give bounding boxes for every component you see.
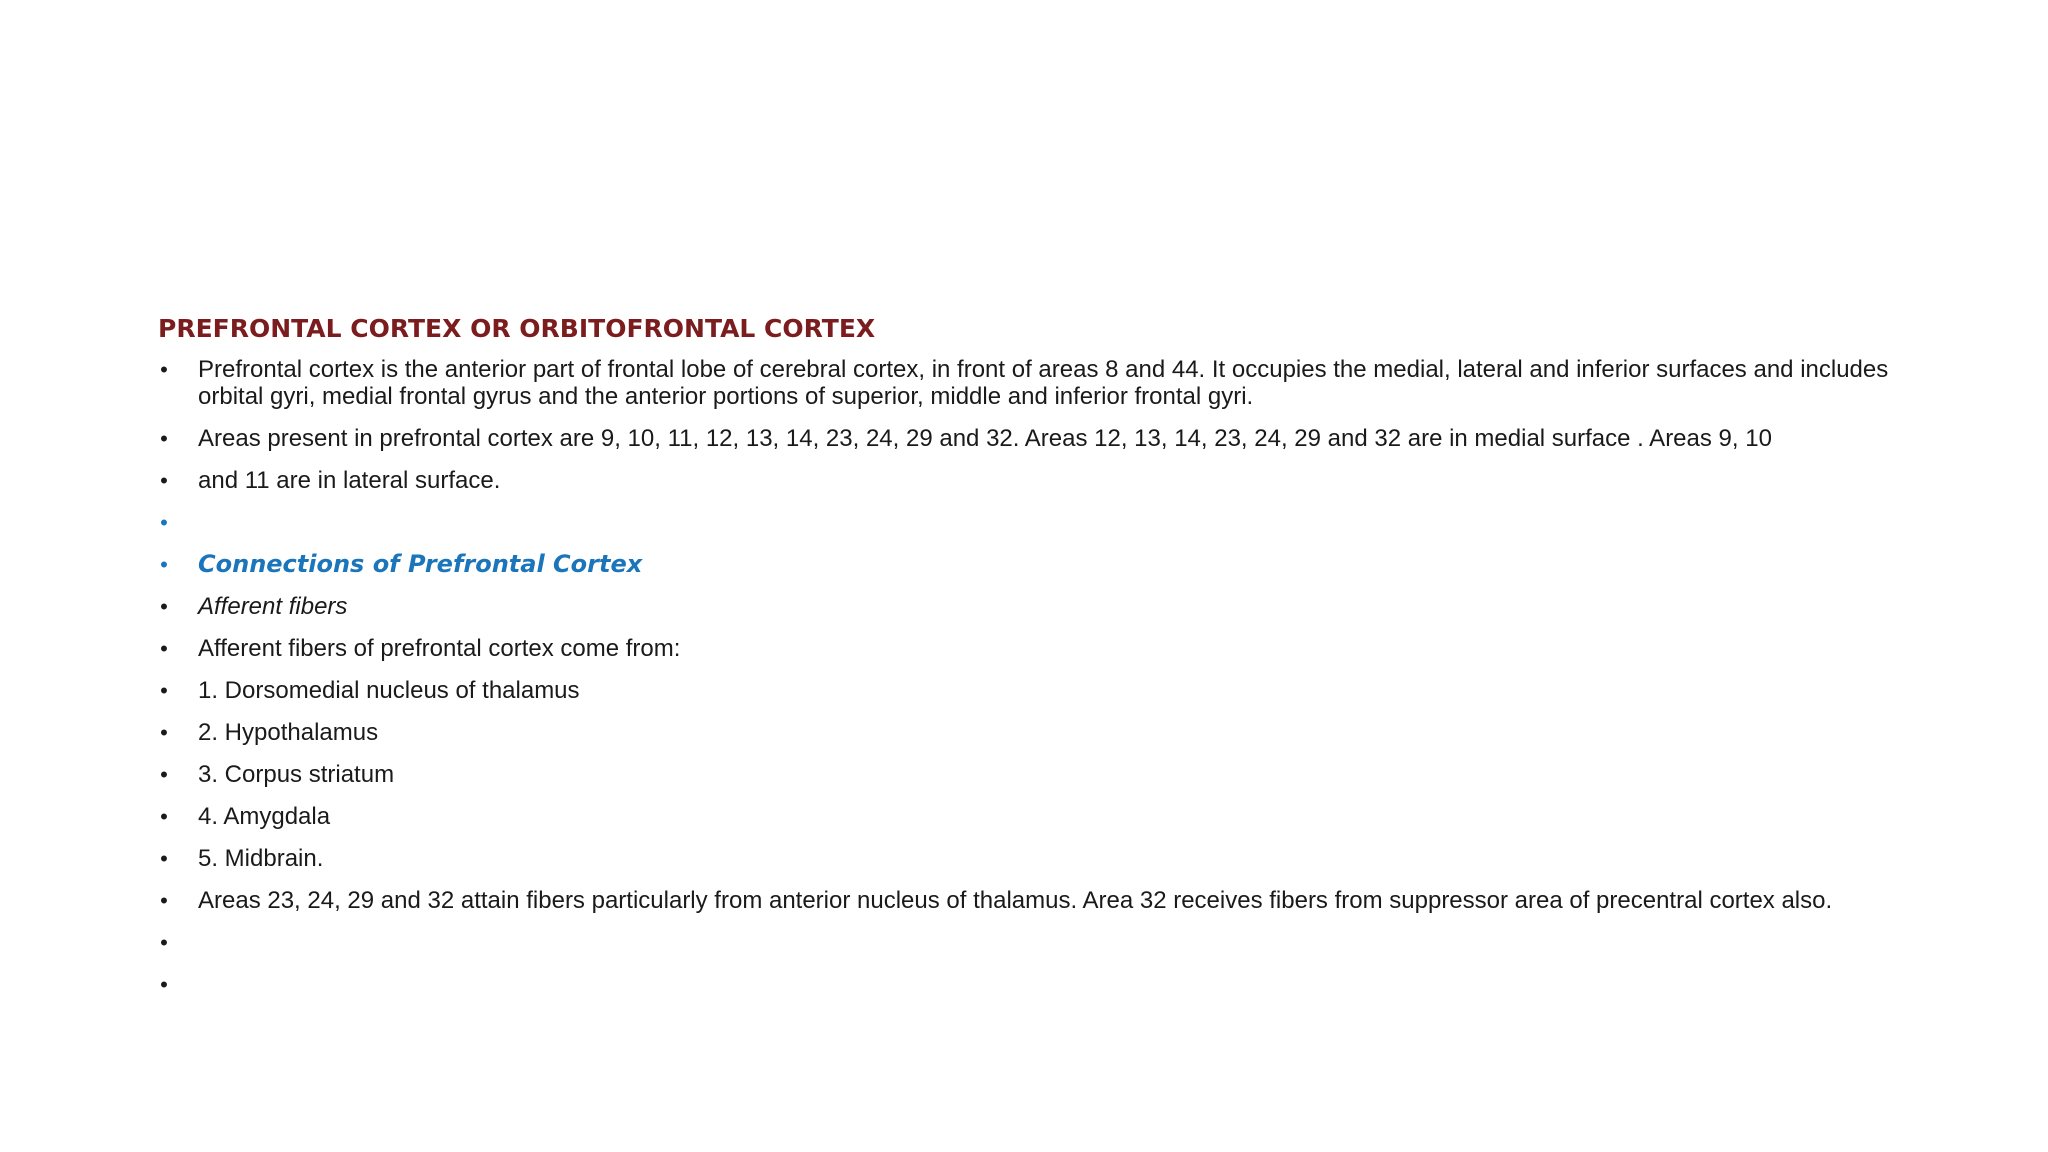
bullet-text: 1. Dorsomedial nucleus of thalamus — [198, 677, 580, 704]
bullet-text: 2. Hypothalamus — [198, 719, 379, 746]
bullet-text: 4. Amygdala — [198, 803, 331, 830]
bullet-item — [154, 593, 1914, 620]
bullet-text: and 11 are in lateral surface. — [198, 467, 501, 494]
bullet-item-empty — [154, 929, 1914, 956]
bullet-item-empty — [154, 971, 1914, 998]
bullet-item — [154, 425, 1914, 452]
bullet-item — [154, 356, 1914, 410]
bullet-text: Prefrontal cortex is the anterior part of frontal lobe of cerebral cortex, in front of areas 8 and 44. It occupies the medial, lateral and inferior surfaces and includes orbital gyri, medial frontal gyrus and the anterior portions of superior, middle and inferior frontal gyri. — [198, 356, 1889, 410]
bullet-icon: • — [160, 594, 168, 619]
bullet-item — [154, 803, 1914, 830]
bullet-icon: • — [160, 930, 168, 955]
bullet-text: Afferent fibers of prefrontal cortex come from: — [198, 635, 681, 662]
bullet-item — [154, 845, 1914, 872]
bullet-text: Areas present in prefrontal cortex are 9, 10, 11, 12, 13, 14, 23, 24, 29 and 32. Areas 12, 13, 14, 23, 24, 29 and 32 are in medial surface . Areas 9, 10 — [198, 425, 1772, 452]
bullet-text: 5. Midbrain. — [198, 845, 324, 872]
section-heading-text: Connections of Prefrontal Cortex — [198, 550, 643, 578]
bullet-text: Areas 23, 24, 29 and 32 attain fibers particularly from anterior nucleus of thalamus. Area 32 receives fibers from suppressor area of precentral cortex also. — [198, 887, 1833, 914]
bullet-icon: • — [160, 510, 168, 535]
bullet-icon: • — [160, 426, 168, 451]
subheading-afferent-fibers: Afferent fibers — [198, 593, 348, 620]
section-heading-connections — [154, 551, 1914, 578]
bullet-icon: • — [160, 357, 168, 382]
bullet-item-empty — [154, 509, 1914, 536]
bullet-icon: • — [160, 846, 168, 871]
bullet-icon: • — [160, 762, 168, 787]
bullet-item — [154, 887, 1914, 914]
bullet-icon: • — [160, 888, 168, 913]
bullet-icon: • — [160, 972, 168, 997]
slide-title: PREFRONTAL CORTEX OR ORBITOFRONTAL CORTEX — [158, 314, 876, 343]
bullet-item — [154, 677, 1914, 704]
bullet-item — [154, 761, 1914, 788]
bullet-icon: • — [160, 552, 168, 577]
bullet-list — [154, 356, 1914, 1013]
bullet-icon: • — [160, 678, 168, 703]
bullet-item — [154, 719, 1914, 746]
bullet-icon: • — [160, 468, 168, 493]
bullet-icon: • — [160, 636, 168, 661]
bullet-icon: • — [160, 804, 168, 829]
bullet-text: 3. Corpus striatum — [198, 761, 395, 788]
bullet-item — [154, 635, 1914, 662]
bullet-icon: • — [160, 720, 168, 745]
bullet-item — [154, 467, 1914, 494]
